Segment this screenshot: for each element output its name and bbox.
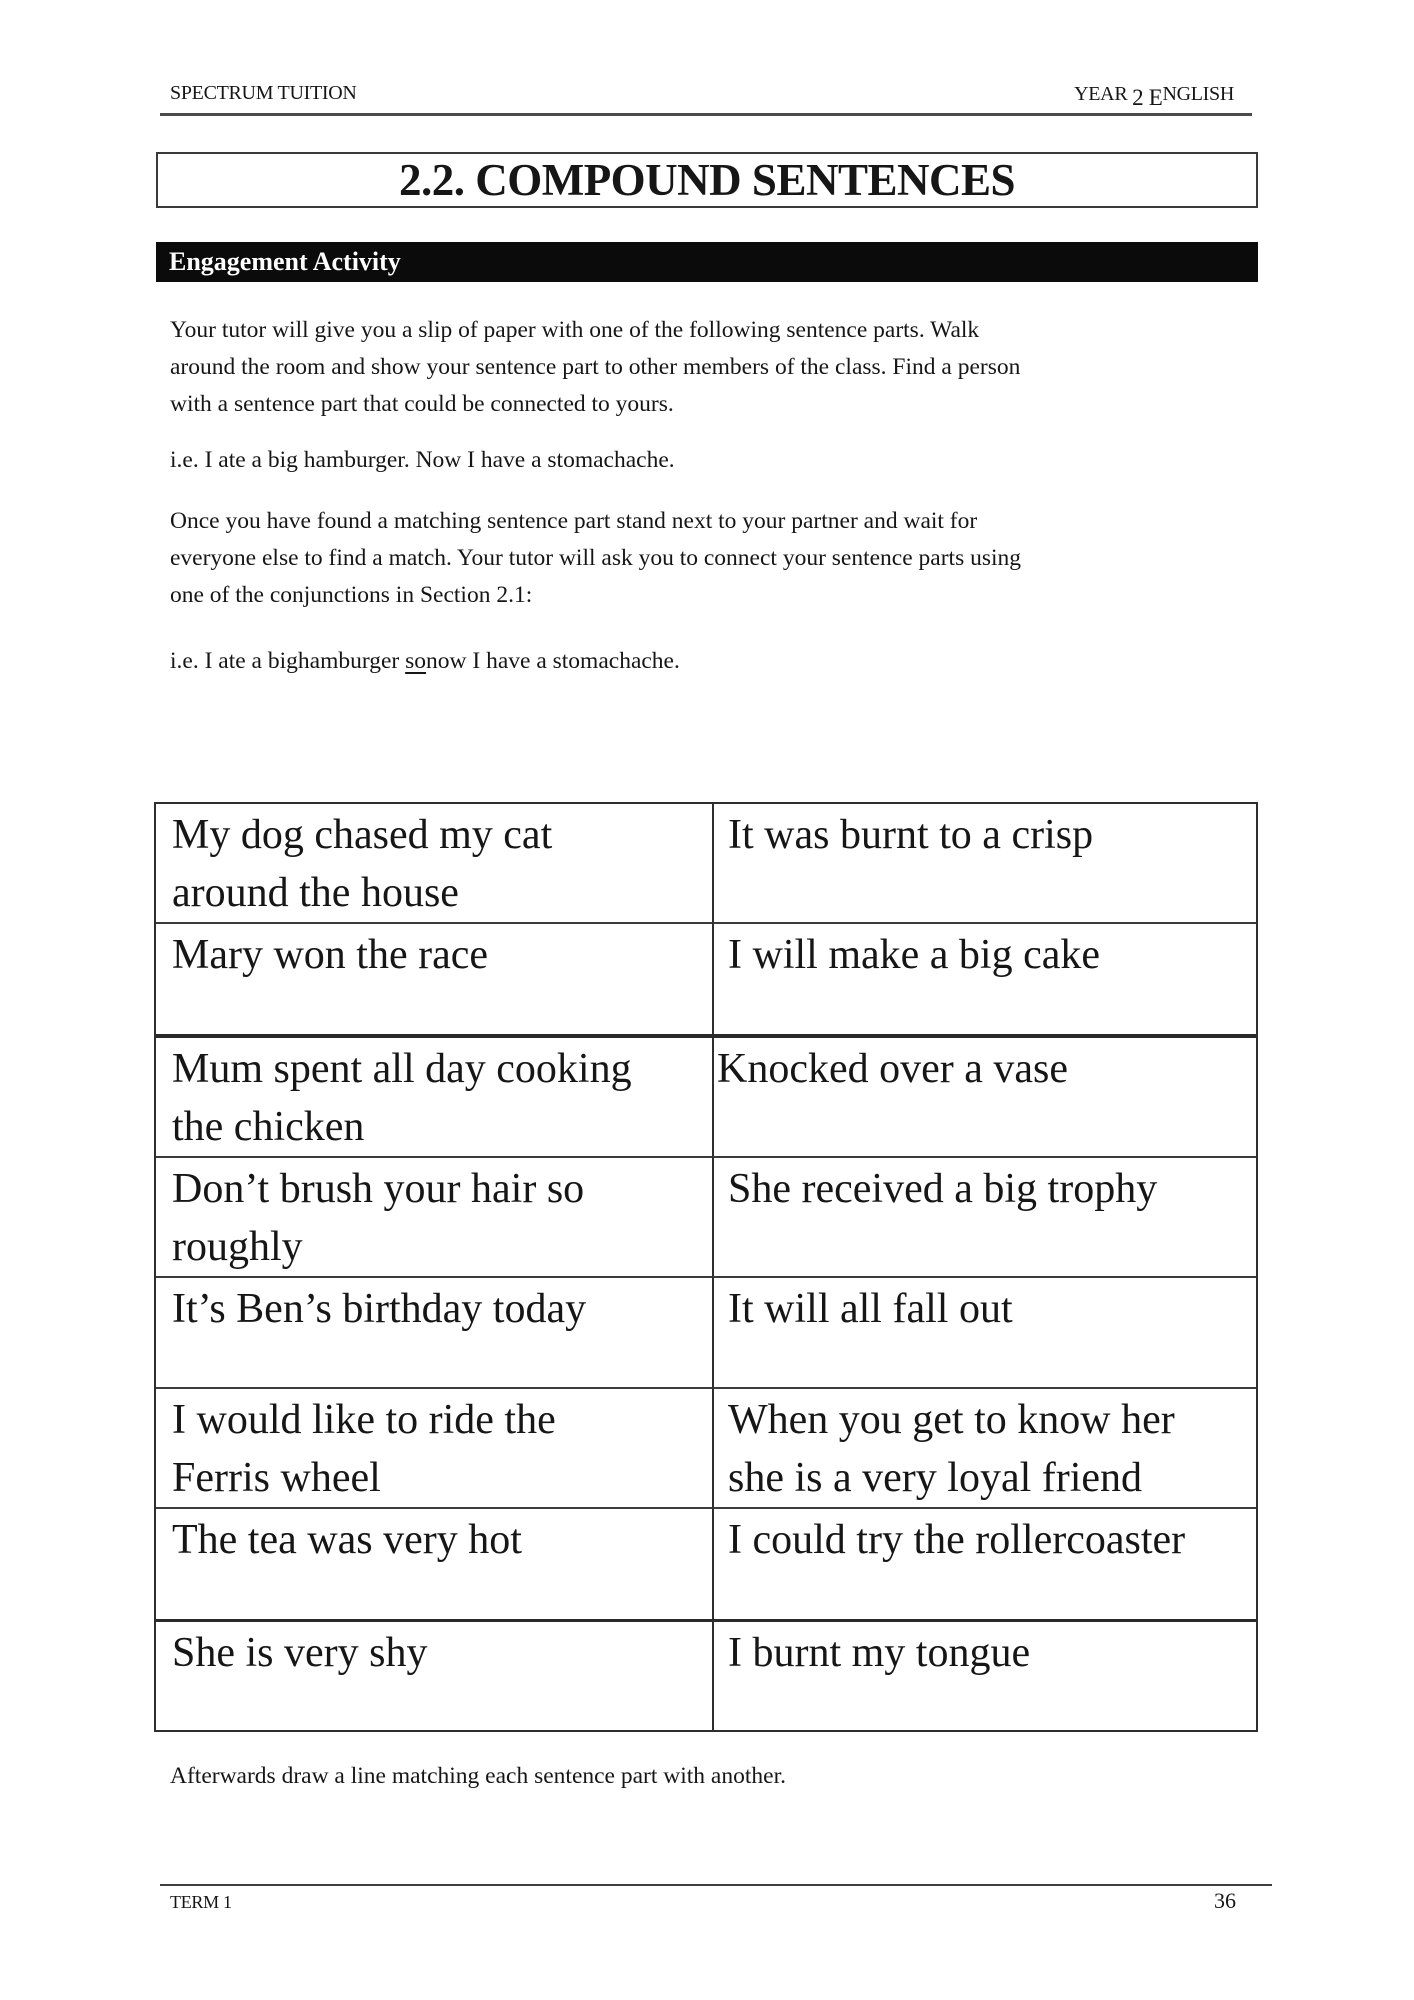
activity-banner — [156, 242, 1258, 282]
table-cell-right — [712, 922, 1256, 1034]
sentence-part-line: She received a big trophy — [728, 1165, 1158, 1212]
sentence-part-line: The tea was very hot — [172, 1517, 522, 1563]
example-2-suffix: now I have a stomachache. — [426, 648, 680, 674]
header-course-subject: NGLISH — [1162, 83, 1234, 105]
instructions-line: one of the conjunctions in Section 2.1: — [170, 582, 533, 608]
sentence-part-line: It will all fall out — [728, 1285, 1013, 1332]
table-cell-right — [712, 1619, 1256, 1731]
sentence-part-line: Mum spent all day cooking — [172, 1045, 632, 1092]
table-cell-left — [156, 804, 712, 922]
sentence-part-line: Knocked over a vase — [717, 1045, 1069, 1092]
table-cell-left — [156, 1387, 712, 1507]
table-cell-left — [156, 1034, 712, 1156]
example-2-prefix: i.e. I ate a bighamburger — [170, 648, 406, 674]
table-cell-left — [156, 1619, 712, 1731]
table-cell-right — [712, 1507, 1256, 1619]
intro-line: Your tutor will give you a slip of paper with one of the following sentence parts. Walk — [170, 317, 980, 343]
header-course-drop: 2 E — [1132, 85, 1163, 110]
example-sentence-1: i.e. I ate a big hamburger. Now I have a stomachache. — [170, 447, 675, 473]
example-2-conjunction: so — [405, 648, 427, 674]
header-course — [1074, 80, 1234, 110]
sentence-part-line: I will make a big cake — [728, 932, 1101, 978]
section-title: 2.2. COMPOUND SENTENCES — [398, 155, 1016, 205]
sentence-part-line: roughly — [172, 1223, 303, 1270]
header-brand: SPECTRUM TUITION — [170, 82, 357, 104]
example-sentence-2 — [170, 643, 680, 680]
section-title-box — [156, 152, 1258, 208]
table-cell-right — [712, 804, 1256, 922]
table-cell-right — [712, 1156, 1256, 1276]
sentence-part-line: Don’t brush your hair so — [172, 1165, 585, 1212]
table-cell-right — [712, 1034, 1256, 1156]
header-divider — [160, 113, 1252, 116]
header-course-year: YEAR — [1074, 83, 1133, 105]
table-cell-left — [156, 1507, 712, 1619]
sentence-part-line: around the house — [172, 870, 459, 916]
activity-banner-label: Engagement Activity — [169, 247, 401, 276]
instructions-line: Once you have found a matching sentence part stand next to your partner and wait for — [170, 508, 978, 534]
instructions-paragraph — [170, 503, 1021, 614]
sentence-part-line: My dog chased my cat — [172, 812, 553, 858]
table-cell-right — [712, 1276, 1256, 1388]
sentence-part-line: she is a very loyal friend — [728, 1455, 1143, 1501]
sentence-part-line: It was burnt to a crisp — [728, 812, 1094, 858]
intro-line: with a sentence part that could be connected to yours. — [170, 391, 674, 417]
sentence-part-line: I would like to ride the — [172, 1397, 556, 1443]
table-cell-left — [156, 922, 712, 1034]
intro-line: around the room and show your sentence part to other members of the class. Find a person — [170, 354, 1021, 380]
footer-divider — [160, 1884, 1272, 1886]
sentence-part-line: When you get to know her — [728, 1397, 1175, 1443]
page-number: 36 — [1214, 1888, 1236, 1913]
closing-instruction: Afterwards draw a line matching each sentence part with another. — [170, 1763, 786, 1789]
sentence-part-line: Ferris wheel — [172, 1455, 381, 1501]
footer-term: TERM 1 — [170, 1892, 232, 1912]
instructions-line: everyone else to find a match. Your tutor will ask you to connect your sentence parts using — [170, 545, 1022, 571]
table-cell-right — [712, 1387, 1256, 1507]
sentence-part-line: It’s Ben’s birthday today — [172, 1285, 587, 1332]
sentence-parts-table — [154, 802, 1258, 1732]
sentence-part-line: I could try the rollercoaster — [728, 1517, 1186, 1563]
sentence-part-line: I burnt my tongue — [728, 1629, 1031, 1676]
sentence-part-line: She is very shy — [172, 1629, 428, 1676]
table-cell-left — [156, 1276, 712, 1388]
sentence-part-line: the chicken — [172, 1103, 365, 1150]
sentence-part-line: Mary won the race — [172, 932, 489, 978]
intro-paragraph — [170, 312, 1020, 423]
table-cell-left — [156, 1156, 712, 1276]
